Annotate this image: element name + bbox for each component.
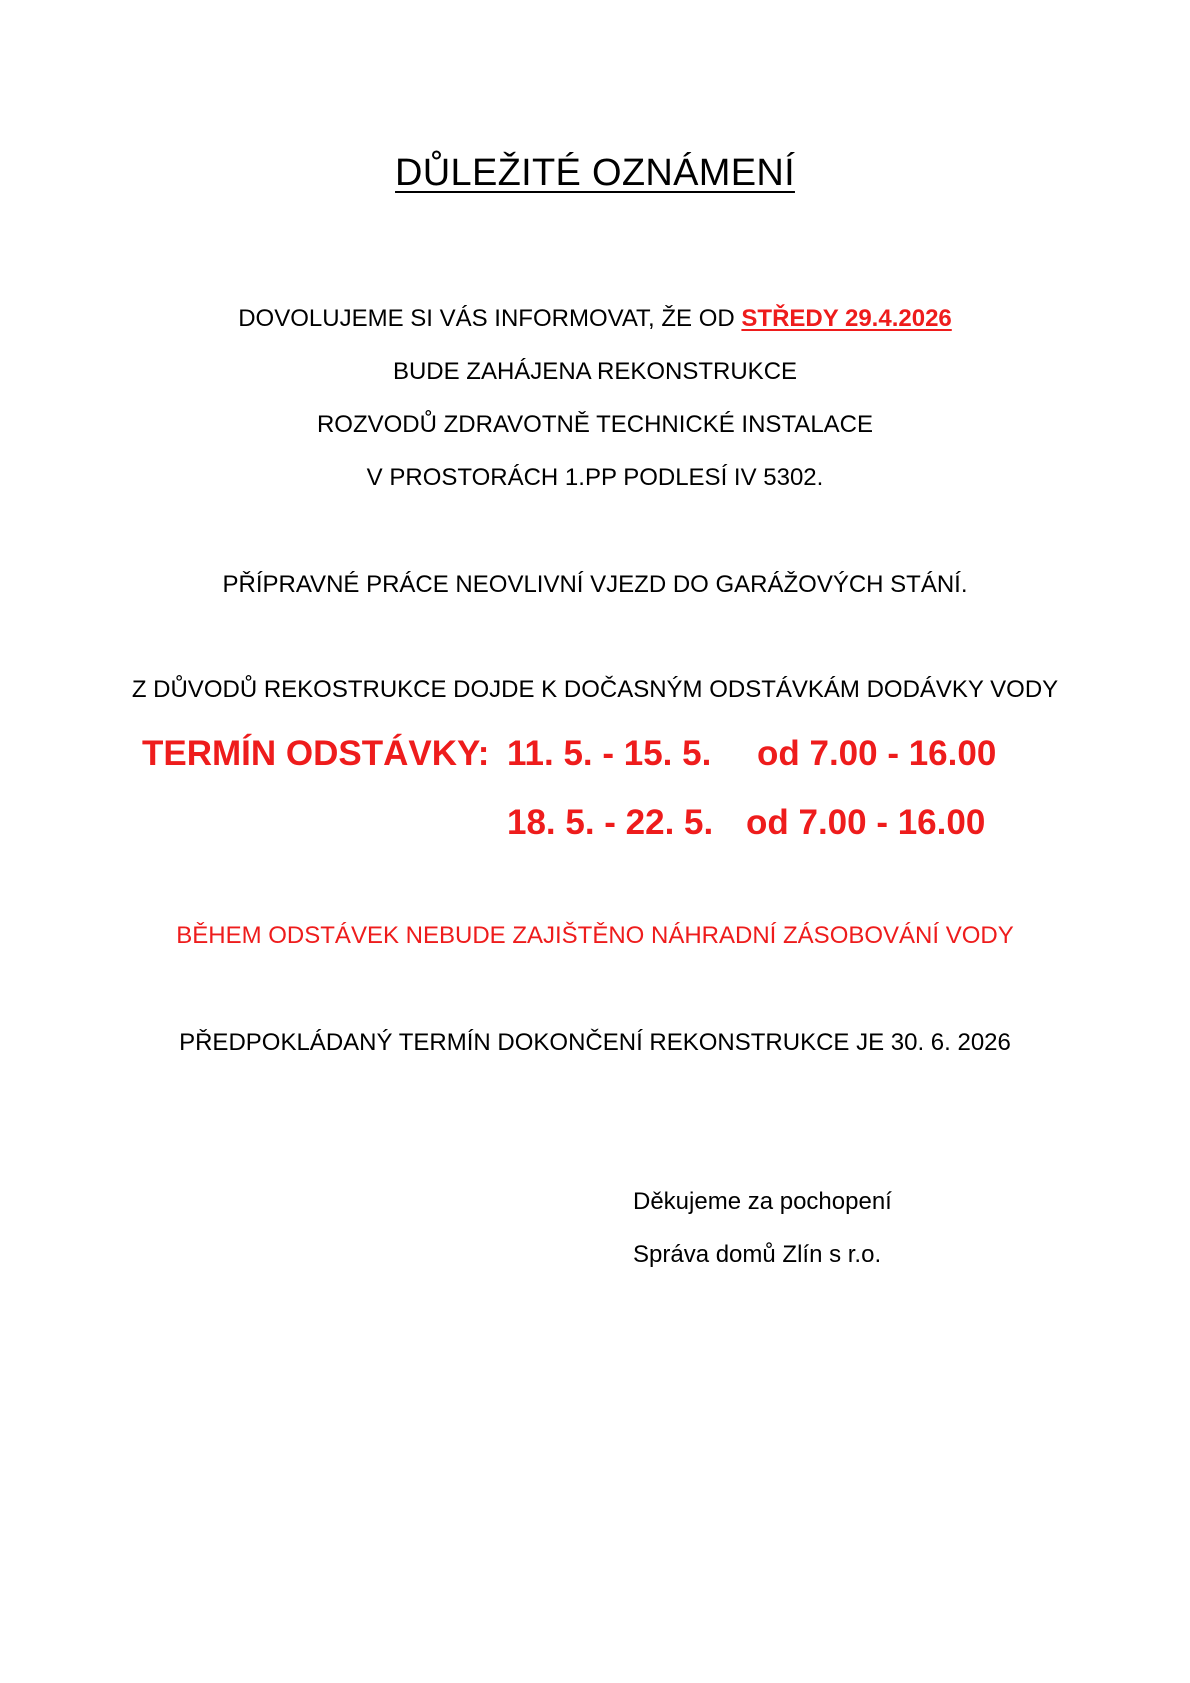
location-line: V PROSTORÁCH 1.PP PODLESÍ IV 5302. [366, 464, 824, 491]
thanks-text: Děkujeme za pochopení [633, 1188, 892, 1215]
outage-dates-2: 18. 5. - 22. 5. [507, 803, 714, 842]
page-title: DŮLEŽITÉ OZNÁMENÍ [395, 152, 795, 194]
water-outage-reason: Z DŮVODŮ REKOSTRUKCE DOJDE K DOČASNÝM ODSTÁVKÁM DODÁVKY VODY [131, 676, 1059, 703]
sender-name: Správa domů Zlín s r.o. [633, 1241, 882, 1268]
no-replacement-warning: BĚHEM ODSTÁVEK NEBUDE ZAJIŠTĚNO NÁHRADNÍ ZÁSOBOVÁNÍ VODY [176, 922, 1014, 949]
intro-line [0, 304, 1190, 334]
preparation-note: PŘÍPRAVNÉ PRÁCE NEOVLIVNÍ VJEZD DO GARÁŽOVÝCH STÁNÍ. [222, 571, 968, 598]
outage-hours-1: od 7.00 - 16.00 [757, 734, 997, 773]
start-date: STŘEDY 29.4.2026 [741, 305, 952, 332]
outage-label: TERMÍN ODSTÁVKY: [142, 734, 490, 773]
completion-date-note: PŘEDPOKLÁDANÝ TERMÍN DOKONČENÍ REKONSTRUKCE JE 30. 6. 2026 [179, 1029, 1011, 1056]
intro-text: DOVOLUJEME SI VÁS INFORMOVAT, ŽE OD [238, 305, 742, 332]
reconstruction-line: BUDE ZAHÁJENA REKONSTRUKCE [392, 358, 798, 385]
installation-line: ROZVODŮ ZDRAVOTNĚ TECHNICKÉ INSTALACE [316, 411, 874, 438]
outage-hours-2: od 7.00 - 16.00 [746, 803, 986, 842]
outage-dates-1: 11. 5. - 15. 5. [507, 734, 712, 773]
